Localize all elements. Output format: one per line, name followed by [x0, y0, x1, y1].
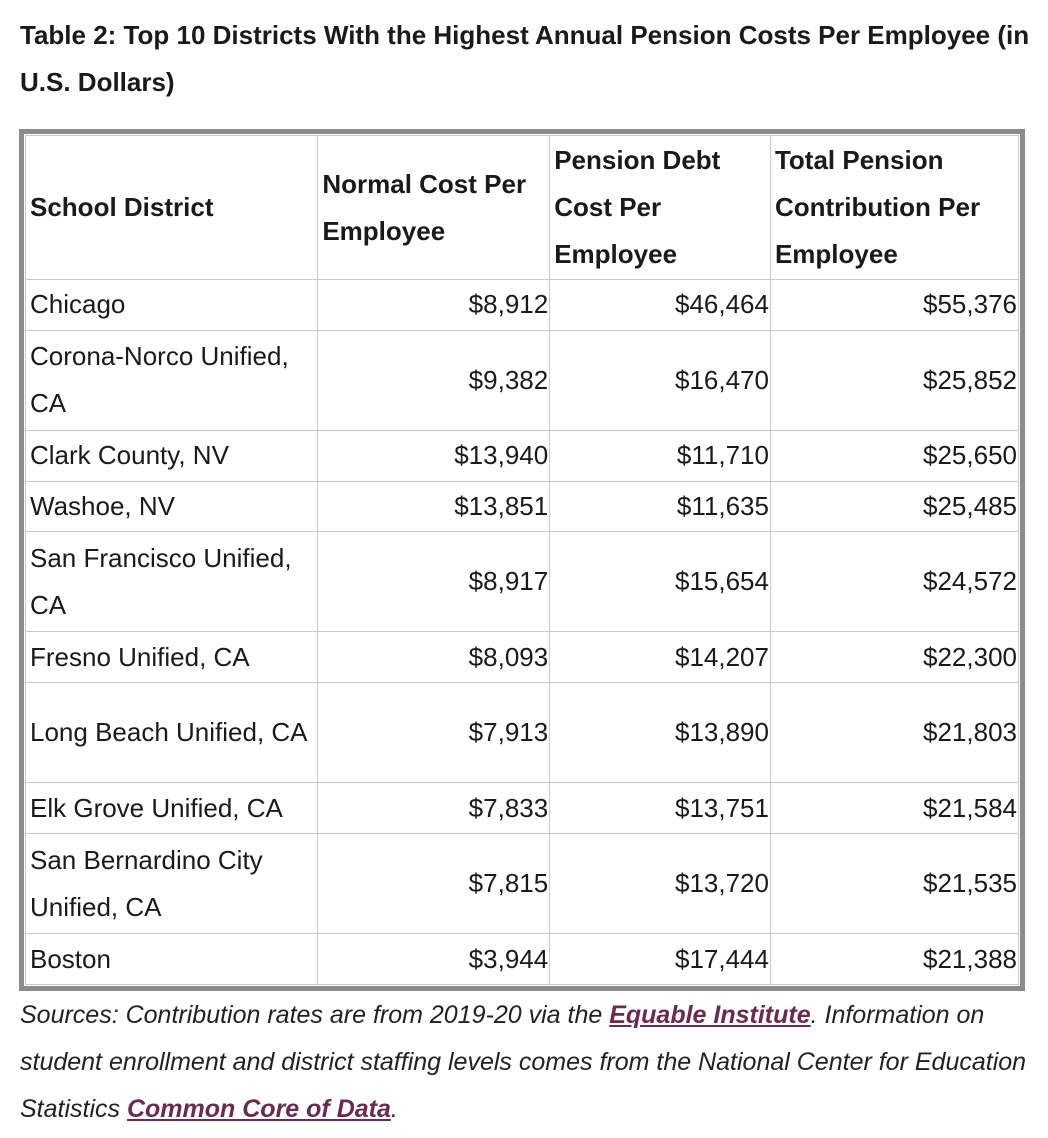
table-row — [26, 280, 1019, 331]
sources-text: . — [390, 1095, 398, 1123]
district-cell: Chicago — [26, 280, 318, 331]
total-cost-cell: $21,584 — [770, 783, 1018, 834]
district-cell: San Francisco Unified, CA — [26, 532, 318, 632]
equable-institute-link[interactable]: Equable Institute — [609, 1001, 811, 1029]
total-cost-cell: $22,300 — [770, 632, 1018, 683]
normal-cost-cell: $3,944 — [318, 934, 550, 985]
table-row — [26, 430, 1019, 481]
normal-cost-cell: $13,940 — [318, 430, 550, 481]
normal-cost-cell: $8,912 — [318, 280, 550, 331]
normal-cost-cell: $8,917 — [318, 532, 550, 632]
sources-note — [20, 992, 1030, 1133]
total-cost-cell: $21,388 — [770, 934, 1018, 985]
district-cell: San Bernardino City Unified, CA — [26, 834, 318, 934]
column-header-total-contribution: Total Pension Contribution Per Employee — [770, 136, 1018, 280]
debt-cost-cell: $13,751 — [550, 783, 771, 834]
normal-cost-cell: $8,093 — [318, 632, 550, 683]
debt-cost-cell: $13,890 — [550, 683, 771, 783]
total-cost-cell: $21,535 — [770, 834, 1018, 934]
total-cost-cell: $25,485 — [770, 481, 1018, 532]
normal-cost-cell: $7,913 — [318, 683, 550, 783]
table-row — [26, 481, 1019, 532]
column-header-pension-debt-cost: Pension Debt Cost Per Employee — [550, 136, 771, 280]
table-row — [26, 330, 1019, 430]
column-header-school-district: School District — [26, 136, 318, 280]
normal-cost-cell: $9,382 — [318, 330, 550, 430]
sources-text: . Information on student enrollment and district staffing levels comes from the National Center for Education Statistics — [20, 1001, 1027, 1123]
district-cell: Long Beach Unified, CA — [26, 683, 318, 783]
table-row — [26, 532, 1019, 632]
district-cell: Boston — [26, 934, 318, 985]
table-row — [26, 783, 1019, 834]
total-cost-cell: $24,572 — [770, 532, 1018, 632]
total-cost-cell: $25,852 — [770, 330, 1018, 430]
debt-cost-cell: $16,470 — [550, 330, 771, 430]
debt-cost-cell: $17,444 — [550, 934, 771, 985]
district-cell: Clark County, NV — [26, 430, 318, 481]
debt-cost-cell: $11,710 — [550, 430, 771, 481]
district-cell: Fresno Unified, CA — [26, 632, 318, 683]
district-cell: Elk Grove Unified, CA — [26, 783, 318, 834]
column-header-normal-cost: Normal Cost Per Employee — [318, 136, 550, 280]
debt-cost-cell: $14,207 — [550, 632, 771, 683]
debt-cost-cell: $11,635 — [550, 481, 771, 532]
debt-cost-cell: $15,654 — [550, 532, 771, 632]
district-cell: Corona-Norco Unified, CA — [26, 330, 318, 430]
table-row — [26, 683, 1019, 783]
table-title: Table 2: Top 10 Districts With the Highest Annual Pension Costs Per Employee (in U.S. Dollars) — [20, 20, 1030, 97]
table-header-row — [26, 136, 1019, 280]
total-cost-cell: $21,803 — [770, 683, 1018, 783]
table-row — [26, 934, 1019, 985]
normal-cost-cell: $7,815 — [318, 834, 550, 934]
normal-cost-cell: $13,851 — [318, 481, 550, 532]
table-row — [26, 834, 1019, 934]
district-cell: Washoe, NV — [26, 481, 318, 532]
debt-cost-cell: $46,464 — [550, 280, 771, 331]
total-cost-cell: $25,650 — [770, 430, 1018, 481]
common-core-of-data-link[interactable]: Common Core of Data — [126, 1095, 391, 1123]
total-cost-cell: $55,376 — [770, 280, 1018, 331]
table-row — [26, 632, 1019, 683]
pension-cost-table — [25, 135, 1019, 985]
debt-cost-cell: $13,720 — [550, 834, 771, 934]
pension-table-container — [19, 129, 1025, 991]
sources-text: Sources: Contribution rates are from 2019-20 via the — [20, 1001, 610, 1029]
normal-cost-cell: $7,833 — [318, 783, 550, 834]
